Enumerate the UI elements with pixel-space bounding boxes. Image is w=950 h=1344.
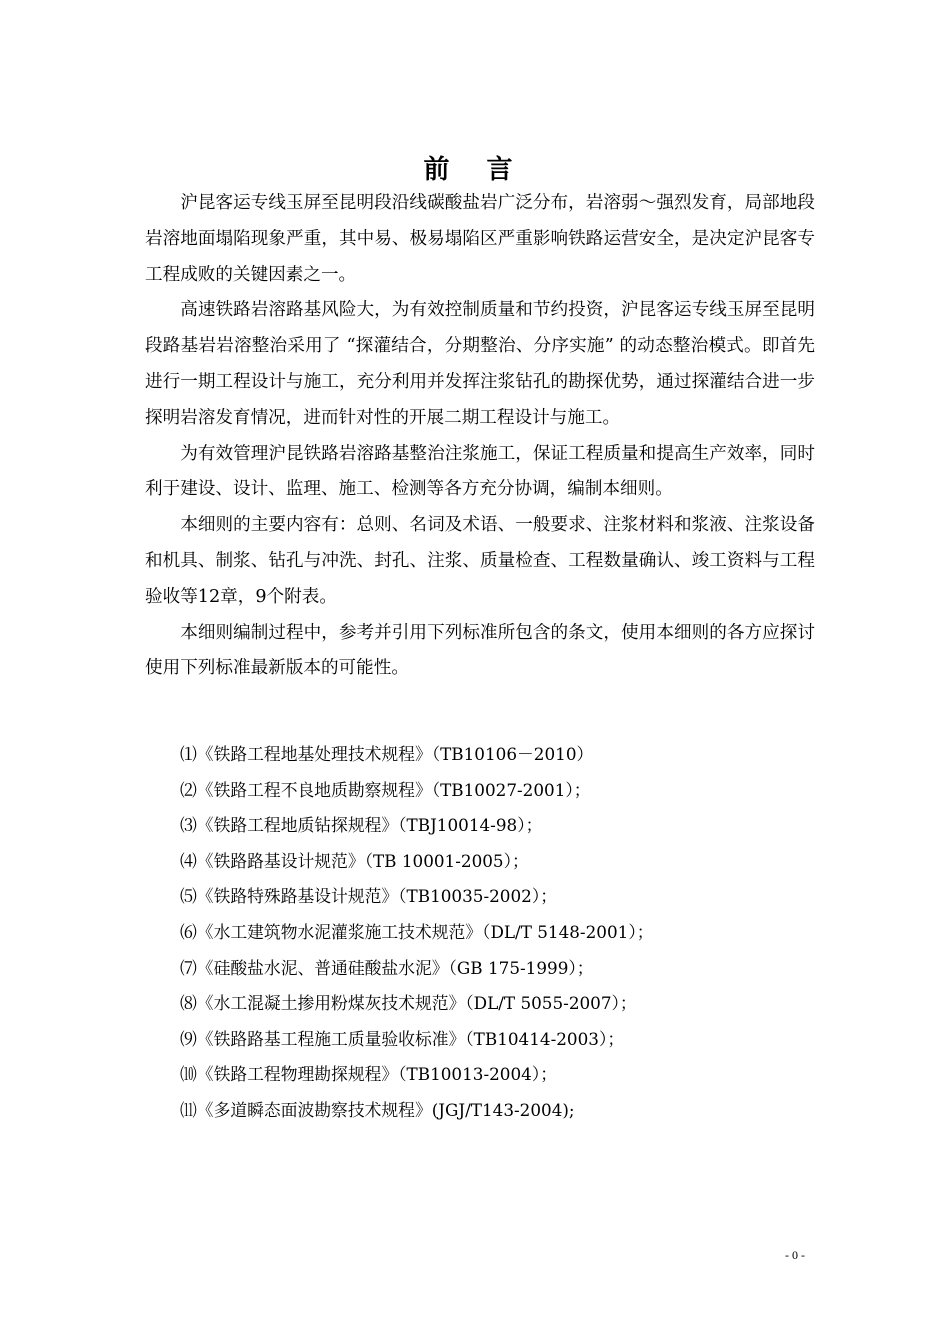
document-body xyxy=(145,186,815,687)
paragraph-approach: 高速铁路岩溶路基风险大，为有效控制质量和节约投资，沪昆客运专线玉屏至昆明段路基岩岩溶整治采用了 “探灌结合，分期整治、分序实施” 的动态整治模式。即首先进行一期工程设计与施工，充分利用并发挥注浆钻孔的勘探优势，通过探灌结合进一步探明岩溶发育情况，进而针对性的开展二期工程设计与施工。 xyxy=(145,300,815,428)
reference-item: ⑻《水工混凝土掺用粉煤灰技术规范》（DL/T 5055-2007）； xyxy=(180,993,637,1014)
paragraph-references-intro: 本细则编制过程中，参考并引用下列标准所包含的条文，使用本细则的各方应探讨使用下列标准最新版本的可能性。 xyxy=(145,622,815,679)
page-number: - 0 - xyxy=(785,1248,805,1262)
reference-item: ⑹《水工建筑物水泥灌浆施工技术规范》（DL/T 5148-2001）； xyxy=(180,921,654,942)
reference-item: ⑽《铁路工程物理勘探规程》（TB10013-2004）； xyxy=(180,1064,557,1085)
reference-list xyxy=(180,737,820,1129)
paragraph-purpose: 为有效管理沪昆铁路岩溶路基整治注浆施工，保证工程质量和提高生产效率，同时利于建设、设计、监理、施工、检测等各方充分协调，编制本细则。 xyxy=(145,443,815,500)
paragraph-contents: 本细则的主要内容有：总则、名词及术语、一般要求、注浆材料和浆液、注浆设备和机具、制浆、钻孔与冲洗、封孔、注浆、质量检查、工程数量确认、竣工资料与工程验收等12章，9个附表。 xyxy=(145,515,815,607)
reference-item: ⑴《铁路工程地基处理技术规程》（TB10106－2010） xyxy=(180,744,594,764)
reference-item: ⑸《铁路特殊路基设计规范》（TB10035-2002）； xyxy=(180,886,557,907)
reference-item: ⑺《硅酸盐水泥、普通硅酸盐水泥》（GB 175-1999）； xyxy=(180,957,594,978)
reference-item: ⑵《铁路工程不良地质勘察规程》（TB10027-2001）； xyxy=(180,779,591,800)
reference-item: ⑷《铁路路基设计规范》（TB 10001-2005）； xyxy=(180,850,529,871)
reference-item: ⑼《铁路路基工程施工质量验收标准》（TB10414-2003）； xyxy=(180,1028,625,1049)
reference-item: ⑶《铁路工程地质钻探规程》（TBJ10014-98）； xyxy=(180,815,543,836)
paragraph-background: 沪昆客运专线玉屏至昆明段沿线碳酸盐岩广泛分布，岩溶弱～强烈发育，局部地段岩溶地面塌陷现象严重，其中易、极易塌陷区严重影响铁路运营安全，是决定沪昆客专工程成败的关键因素之一。 xyxy=(145,193,815,285)
reference-item: ⑾《多道瞬态面波勘察技术规程》(JGJ/T143-2004); xyxy=(180,1099,575,1120)
page-title: 前 言 xyxy=(423,155,527,186)
